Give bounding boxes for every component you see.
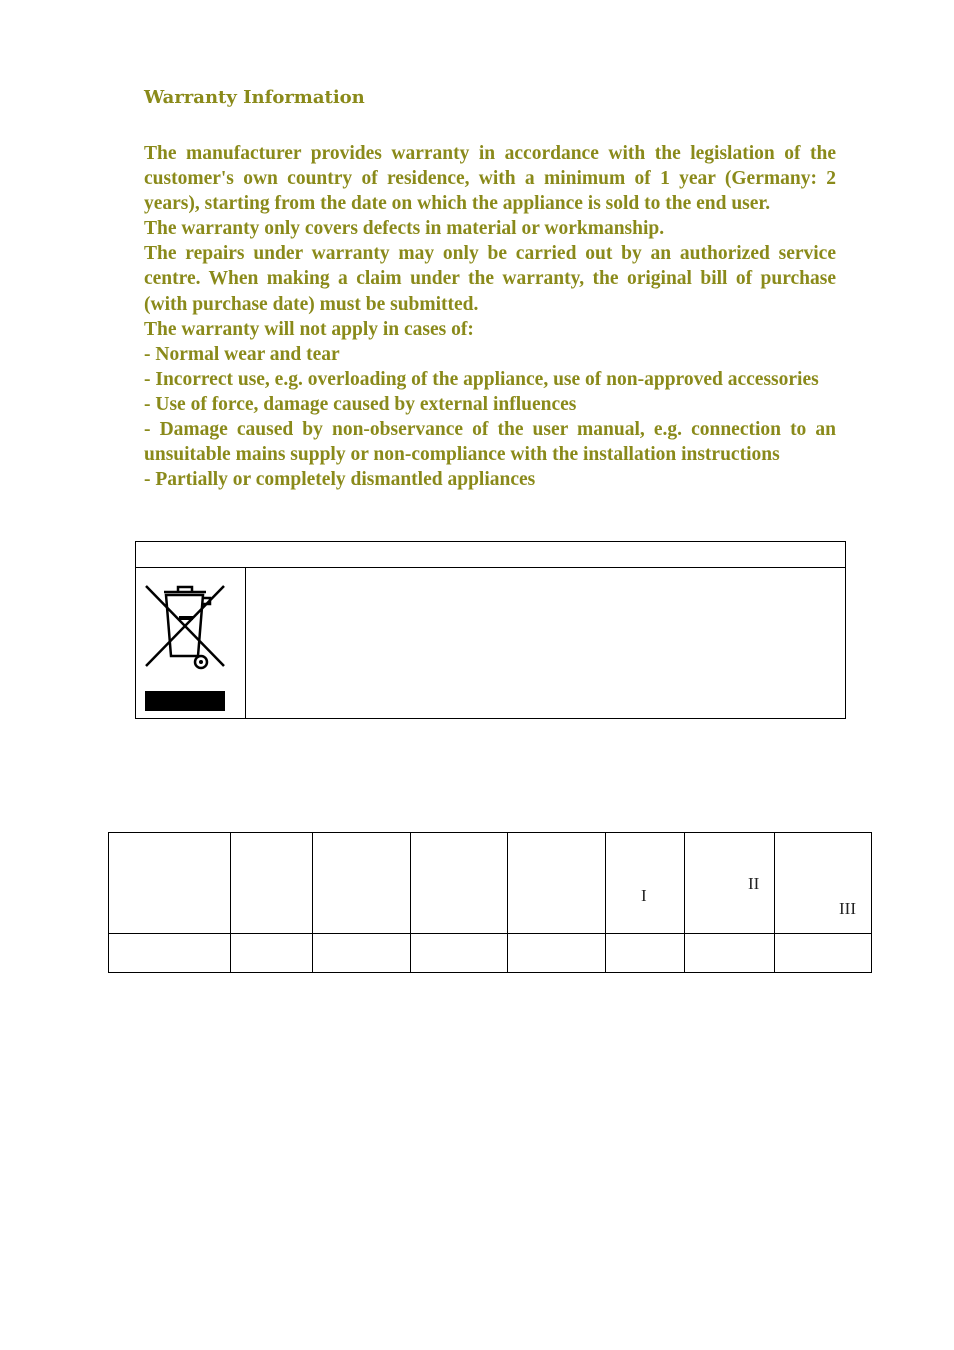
weee-disposal-box — [135, 541, 846, 719]
crossed-out-wheelie-bin-icon — [144, 580, 226, 672]
exclusion-item: - Damage caused by non-observance of the user manual, e.g. connection to an unsuitable mains supply or non-compliance with the installation instructions — [144, 419, 836, 466]
paragraph-coverage: The warranty only covers defects in material or workmanship. — [144, 218, 665, 240]
paragraph-exclusions-intro: The warranty will not apply in cases of: — [144, 318, 474, 340]
table-column-divider — [605, 833, 606, 972]
weee-text-cell — [246, 568, 845, 718]
table-column-divider — [312, 833, 313, 972]
data-table — [108, 832, 872, 973]
table-column-divider — [684, 833, 685, 972]
warranty-text — [144, 141, 836, 492]
table-column-divider — [230, 833, 231, 972]
paragraph-repairs: The repairs under warranty may only be carried out by an authorized service centre. When making a claim under the warranty, the original bill of purchase (with purchase date) must be submitted. — [144, 243, 836, 315]
table-column-divider — [774, 833, 775, 972]
table-header-cell: I — [641, 886, 647, 905]
paragraph-warranty-terms: The manufacturer provides warranty in accordance with the legislation of the customer's own country of residence, with a minimum of 1 year (Germany: 2 years), starting from the date on which the appliance is sold to the end user. — [144, 143, 836, 215]
table-row-divider — [109, 933, 871, 934]
weee-icon-cell — [136, 568, 246, 718]
weee-header-row — [136, 542, 845, 568]
page-title: Warranty Information — [144, 87, 365, 108]
weee-black-bar — [145, 691, 225, 711]
table-column-divider — [507, 833, 508, 972]
exclusion-item: - Partially or completely dismantled appliances — [144, 469, 536, 491]
exclusion-item: - Normal wear and tear — [144, 343, 340, 365]
table-column-divider — [410, 833, 411, 972]
table-header-cell: II — [748, 874, 760, 893]
exclusion-item: - Incorrect use, e.g. overloading of the appliance, use of non-approved accessories — [144, 368, 819, 390]
table-header-cell: III — [839, 899, 856, 918]
exclusion-item: - Use of force, damage caused by external influences — [144, 393, 577, 415]
